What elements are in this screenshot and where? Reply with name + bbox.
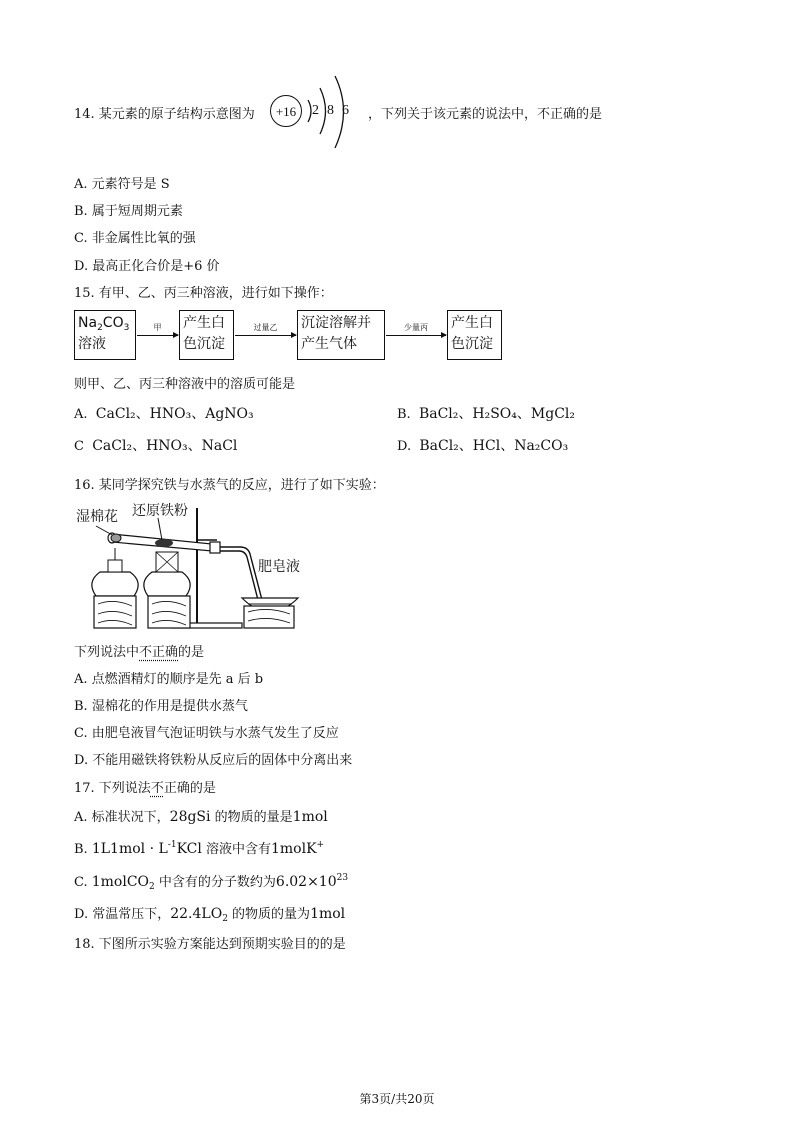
option-text: BaCl₂、H₂SO₄、MgCl₂ bbox=[418, 406, 575, 422]
flow-arrow-3 bbox=[386, 335, 446, 336]
subscript: 2 bbox=[222, 914, 228, 924]
formula: 1molK bbox=[270, 841, 317, 857]
q14-stem: 14. 某元素的原子结构示意图为 bbox=[74, 107, 255, 122]
flow-box-line: 沉淀溶解并 bbox=[301, 315, 371, 331]
subscript: 3 bbox=[123, 323, 130, 333]
q14-option-c: C. 非金属性比氧的强 bbox=[74, 231, 196, 246]
flow-box-line: 溶液 bbox=[78, 336, 106, 352]
q16-option-a: A. 点燃酒精灯的顺序是先 a 后 b bbox=[74, 672, 264, 687]
formula: 1mol bbox=[292, 809, 328, 825]
flow-box-line: 产生气体 bbox=[301, 336, 357, 352]
option-text: 溶液中含有 bbox=[201, 842, 271, 857]
label-soap-solution: 肥皂液 bbox=[258, 559, 300, 575]
option-label: C bbox=[74, 439, 84, 454]
q17-option-c bbox=[74, 871, 348, 890]
q16-question bbox=[74, 641, 204, 660]
subscript: 2 bbox=[149, 882, 155, 892]
experiment-apparatus-figure bbox=[72, 500, 312, 632]
superscript: -1 bbox=[167, 840, 177, 850]
stem-text: 正确的是 bbox=[163, 781, 216, 796]
apparatus-drawing bbox=[72, 500, 312, 632]
subscript: 2 bbox=[97, 323, 103, 333]
atom-nucleus: +16 bbox=[270, 95, 302, 127]
shell-2-electrons: 8 bbox=[327, 103, 334, 118]
shell-1-electrons: 2 bbox=[312, 103, 319, 118]
emphasis-text: 不正确 bbox=[139, 645, 179, 660]
q15-option-c bbox=[74, 435, 237, 455]
option-text: 的物质的量是 bbox=[210, 810, 293, 825]
q16-stem: 16. 某同学探究铁与水蒸气的反应，进行了如下实验： bbox=[74, 478, 385, 493]
option-label: A. bbox=[74, 407, 88, 422]
flow-box-line: 色沉淀 bbox=[451, 336, 493, 352]
formula: 6.02×10 bbox=[275, 874, 337, 890]
flow-box-na2co3 bbox=[74, 310, 136, 360]
q17-stem bbox=[74, 777, 216, 796]
q15-option-d bbox=[397, 435, 568, 455]
flow-box-line: 色沉淀 bbox=[183, 336, 225, 352]
q14-stem-tail: ，下列关于该元素的说法中，不正确的是 bbox=[368, 107, 603, 122]
emphasis-text: 不 bbox=[150, 781, 164, 796]
option-text: A. 标准状况下， bbox=[74, 810, 170, 825]
question-text: 的是 bbox=[178, 645, 205, 660]
option-text: CaCl₂、HNO₃、NaCl bbox=[92, 438, 238, 454]
flow-arrow-3-label: 少量丙 bbox=[404, 323, 428, 332]
flow-arrow-2 bbox=[235, 335, 296, 336]
flow-arrow-1-label: 甲 bbox=[153, 323, 162, 332]
electron-shell-arcs bbox=[268, 66, 358, 160]
flow-arrow-2-label: 过量乙 bbox=[253, 323, 278, 332]
q18-stem: 18. 下图所示实验方案能达到预期实验目的的是 bbox=[74, 937, 346, 952]
stem-text: 17. 下列说法 bbox=[74, 781, 151, 796]
formula: KCl bbox=[176, 841, 202, 857]
q16-option-c: C. 由肥皂液冒气泡证明铁与水蒸气发生了反应 bbox=[74, 726, 339, 741]
formula: 1L1mol · L bbox=[91, 841, 168, 857]
flow-box-dissolve-gas bbox=[297, 310, 385, 360]
page-footer: 第3页/共20页 bbox=[359, 1092, 435, 1106]
flow-box-line: 产生白 bbox=[183, 315, 225, 331]
q14-option-b: B. 属于短周期元素 bbox=[74, 204, 183, 219]
label-wet-cotton: 湿棉花 bbox=[76, 509, 118, 525]
q17-option-b bbox=[74, 838, 324, 857]
q14-option-a: A. 元素符号是 S bbox=[74, 177, 170, 192]
option-label: D. bbox=[397, 439, 412, 454]
superscript: + bbox=[316, 840, 325, 850]
na-symbol: Na bbox=[78, 315, 98, 331]
option-text: CaCl₂、HNO₃、AgNO₃ bbox=[95, 406, 254, 422]
co-symbol: CO bbox=[102, 315, 124, 331]
formula: 1molCO bbox=[91, 874, 150, 890]
formula: 22.4LO bbox=[170, 906, 223, 922]
option-text: 中含有的分子数约为 bbox=[154, 875, 276, 890]
question-text: 下列说法中 bbox=[74, 645, 140, 660]
q16-option-b: B. 湿棉花的作用是提供水蒸气 bbox=[74, 699, 248, 714]
flow-box-precipitate bbox=[179, 310, 234, 360]
q16-option-d: D. 不能用磁铁将铁粉从反应后的固体中分离出来 bbox=[74, 753, 353, 768]
shell-3-electrons: 6 bbox=[342, 103, 349, 118]
formula: 28gSi bbox=[169, 809, 211, 825]
option-text: D. 常温常压下， bbox=[74, 907, 171, 922]
option-text: 的物质的量为 bbox=[227, 907, 311, 922]
option-text: C. bbox=[74, 875, 92, 890]
q17-option-a bbox=[74, 806, 328, 825]
atom-structure-diagram bbox=[268, 66, 358, 160]
option-label: B. bbox=[397, 407, 411, 422]
superscript: 23 bbox=[336, 873, 349, 883]
q15-option-b bbox=[397, 403, 575, 423]
q15-stem: 15. 有甲、乙、丙三种溶液，进行如下操作： bbox=[74, 286, 333, 301]
flow-arrow-1 bbox=[137, 335, 178, 336]
formula: 1mol bbox=[310, 906, 346, 922]
q17-option-d bbox=[74, 903, 345, 922]
option-text: BaCl₂、HCl、Na₂CO₃ bbox=[419, 438, 569, 454]
q15-question: 则甲、乙、丙三种溶液中的溶质可能是 bbox=[74, 377, 296, 392]
flow-box-precipitate-2 bbox=[447, 310, 502, 360]
option-text: B. bbox=[74, 842, 92, 857]
q15-option-a bbox=[74, 403, 254, 423]
flow-box-line: 产生白 bbox=[451, 315, 493, 331]
label-iron-powder: 还原铁粉 bbox=[132, 503, 188, 519]
q14-option-d: D. 最高正化合价是+6 价 bbox=[74, 259, 220, 274]
